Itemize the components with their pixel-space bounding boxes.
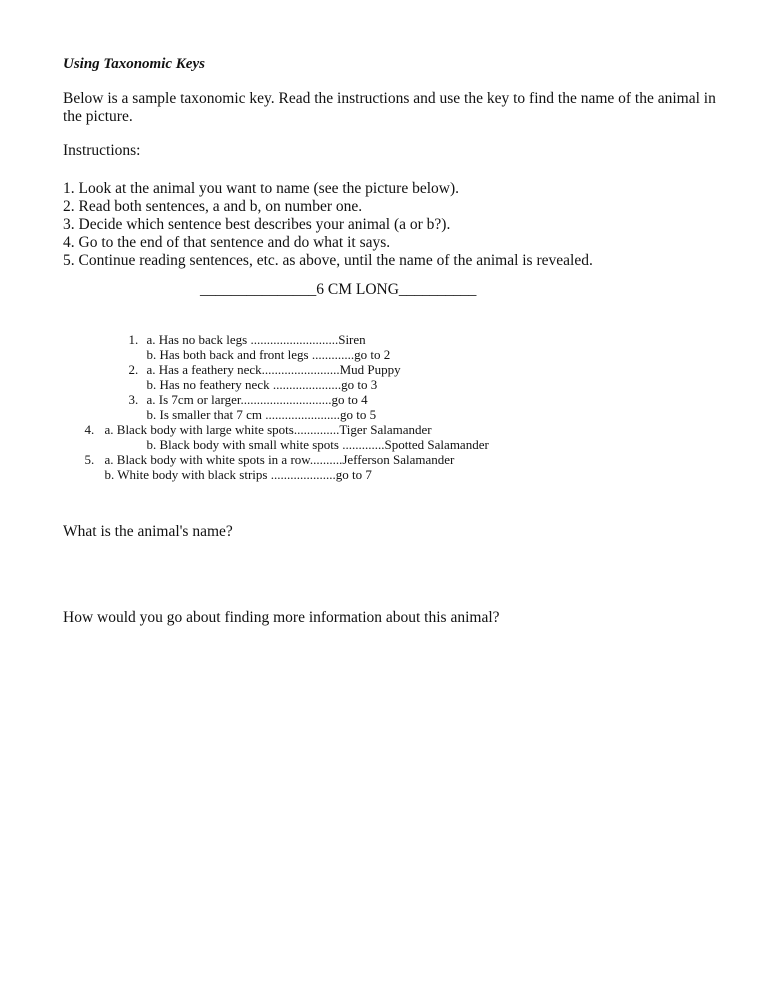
key-entry-number: 1. (128, 332, 139, 347)
instruction-item: 5. Continue reading sentences, etc. as above, until the name of the animal is revealed. (63, 252, 593, 269)
key-entry-text: b. Black body with small white spots .............Spotted Salamander (146, 437, 489, 452)
key-entry-text: a. Black body with large white spots..............Tiger Salamander (104, 422, 432, 437)
instruction-item: 1. Look at the animal you want to name (see the picture below). (63, 180, 459, 197)
instructions-list (63, 180, 593, 270)
key-entry-text: b. Is smaller that 7 cm .......................go to 5 (146, 407, 377, 422)
key-entry (85, 452, 372, 497)
instruction-item: 3. Decide which sentence best describes your animal (a or b?). (63, 216, 451, 233)
instructions-heading: Instructions: (63, 142, 141, 159)
key-entry-number: 2. (128, 362, 139, 377)
key-entry-text: a. Has no back legs ...........................Siren (146, 332, 366, 347)
question-more-information: How would you go about finding more information about this animal? (63, 609, 500, 626)
intro-paragraph: Below is a sample taxonomic key. Read the instructions and use the key to find the name of the animal in the picture. (63, 90, 716, 125)
length-caption: _______________6 CM LONG__________ (200, 281, 477, 298)
key-entry-text: a. Is 7cm or larger............................go to 4 (146, 392, 368, 407)
key-entry-text: b. Has no feathery neck .....................go to 3 (146, 377, 378, 392)
key-entry-number: 4. (84, 422, 95, 437)
key-entry-text: a. Black body with white spots in a row..........Jefferson Salamander (104, 452, 455, 467)
key-entry-number: 5. (84, 452, 95, 467)
instruction-item: 4. Go to the end of that sentence and do what it says. (63, 234, 391, 251)
key-entry-text: b. White body with black strips ....................go to 7 (104, 467, 372, 482)
question-animal-name: What is the animal's name? (63, 523, 233, 540)
key-entry-text: b. Has both back and front legs .............go to 2 (146, 347, 391, 362)
key-entry-text: a. Has a feathery neck........................Mud Puppy (146, 362, 401, 377)
instruction-item: 2. Read both sentences, a and b, on number one. (63, 198, 363, 215)
key-entry-number: 3. (128, 392, 139, 407)
document-title: Using Taxonomic Keys (63, 56, 205, 72)
